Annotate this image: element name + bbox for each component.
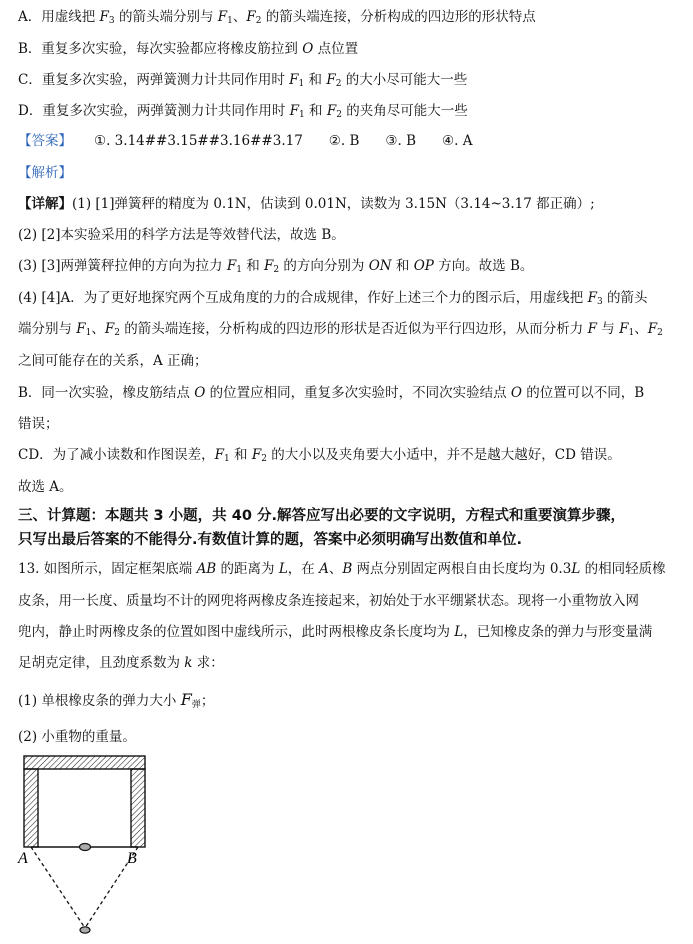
small-weight-hanging — [80, 927, 90, 933]
answer-item: ③. B — [385, 133, 417, 149]
detail-line-6: CD．为了减小读数和作图误差，$F_1$ 和 $F_2$ 的大小以及夹角要大小适中，并不是越大越好，CD 错误。 — [18, 447, 621, 464]
q13-line-2: 皮条，用一长度、质量均不计的网兜将两橡皮条连接起来，初始处于水平绷紧状态。现将一小重物放入网 — [18, 593, 639, 609]
point-a-label: A — [18, 850, 28, 867]
q13-subquestion-1: (1) 单根橡皮条的弹力大小 $F_弹$； — [18, 690, 215, 710]
detail-line-3: (3) [3]两弹簧秤拉伸的方向为拉力 $F_1$ 和 $F_2$ 的方向分别为 ON 和 OP 方向。故选 B。 — [18, 258, 534, 275]
answer-line — [18, 131, 498, 151]
q13-line-4: 足胡克定律，且劲度系数为 k 求： — [18, 655, 224, 671]
detail-label: 【详解】 — [18, 196, 72, 212]
detail-line-2: (2) [2]本实验采用的科学方法是等效替代法，故选 B。 — [18, 227, 345, 243]
answer-item: ④. A — [442, 133, 473, 149]
answer-item: ①. 3.14##3.15##3.16##3.17 — [94, 133, 303, 149]
detail-line-5b: 错误； — [18, 416, 59, 432]
detail-line-1: 【详解】(1) [1]弹簧秤的精度为 0.1N，估读到 0.01N，读数为 3.15N（3.14~3.17 都正确）; — [18, 196, 595, 212]
detail-line-4a: (4) [4]A．为了更好地探究两个互成角度的力的合成规律，作好上述三个力的图示后，用虚线把 $F_3$ 的箭头 — [18, 290, 648, 307]
analysis-label: 【解析】 — [18, 165, 72, 181]
frame-figure — [14, 752, 164, 938]
option-a: A．用虚线把 $F_3$ 的箭头端分别与 $F_1$、$F_2$ 的箭头端连接，分析构成的四边形的形状特点 — [18, 9, 536, 26]
detail-line-4c: 之间可能存在的关系，A 正确； — [18, 353, 208, 369]
frame-right-post — [131, 769, 145, 847]
q13-subquestion-2: (2) 小重物的重量。 — [18, 729, 136, 745]
detail-line-4b: 端分别与 $F_1$、$F_2$ 的箭头端连接，分析构成的四边形的形状是否近似为平行四边形，从而分析力 F 与 $F_1$、$F_2$ — [18, 321, 663, 338]
rubber-band-left-stretched — [31, 847, 85, 928]
answer-item: ②. B — [328, 133, 360, 149]
option-c: C．重复多次实验，两弹簧测力计共同作用时 $F_1$ 和 $F_2$ 的大小尽可能大一些 — [18, 72, 468, 89]
section-heading-line-2: 只写出最后答案的不能得分.有数值计算的题，答案中必须明确写出数值和单位. — [18, 532, 523, 548]
frame-top-beam — [24, 756, 145, 769]
answer-label: 【答案】 — [18, 133, 72, 149]
detail-line-5a: B．同一次实验，橡皮筋结点 O 的位置应相同，重复多次实验时，不同次实验结点 O 的位置可以不同，B — [18, 385, 645, 401]
option-b: B．重复多次实验，每次实验都应将橡皮筋拉到 O 点位置 — [18, 41, 359, 57]
section-heading-line-1: 三、计算题：本题共 3 小题，共 40 分.解答应写出必要的文字说明，方程式和重要演算步骤， — [18, 508, 625, 524]
option-d: D．重复多次实验，两弹簧测力计共同作用时 $F_1$ 和 $F_2$ 的夹角尽可能大一些 — [18, 103, 468, 120]
q13-line-1: 13. 如图所示，固定框架底端 AB 的距离为 L，在 A、B 两点分别固定两根自由长度均为 0.3L 的相同轻质橡 — [18, 561, 666, 577]
frame-left-post — [24, 769, 38, 847]
small-weight-initial — [80, 844, 91, 851]
q13-line-3: 兜内，静止时两橡皮条的位置如图中虚线所示，此时两根橡皮条长度均为 L，已知橡皮条的弹力与形变量满 — [18, 624, 653, 640]
detail-line-7: 故选 A。 — [18, 479, 73, 495]
point-b-label: B — [127, 850, 137, 867]
